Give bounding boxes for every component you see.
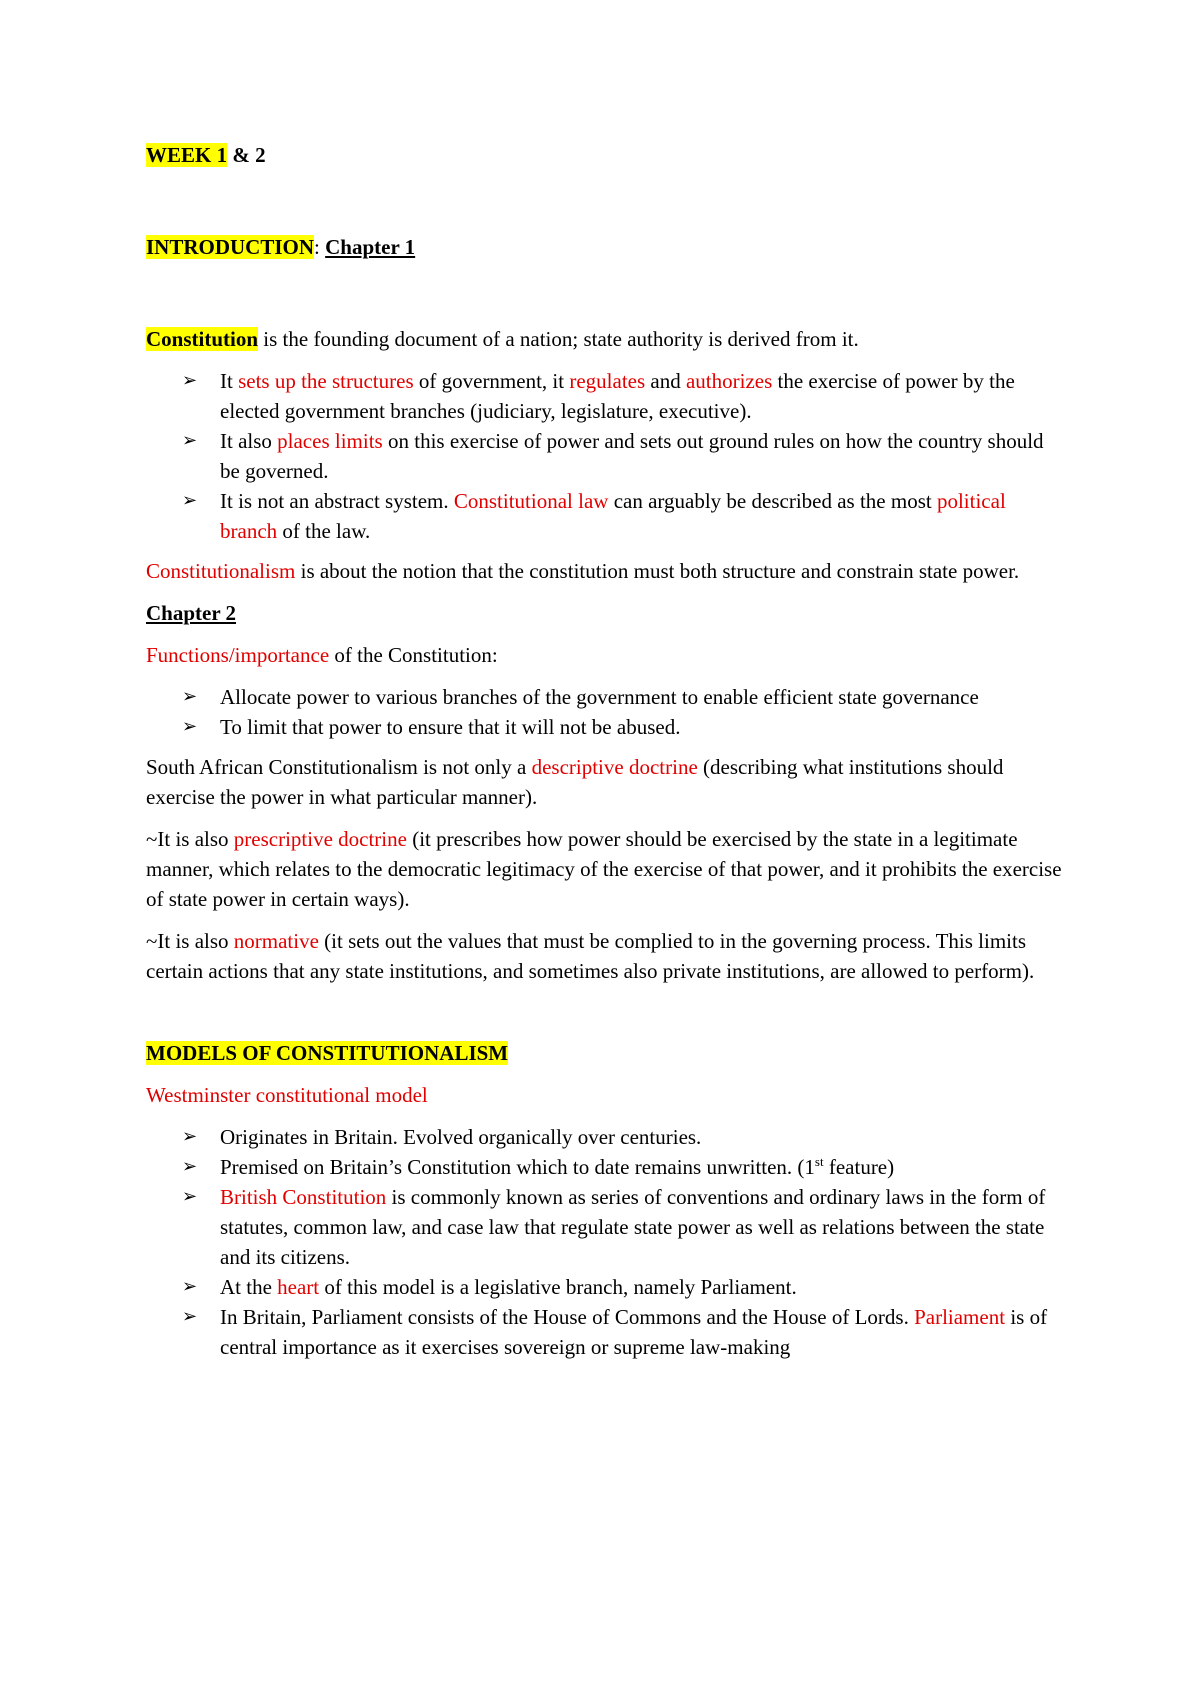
constitution-term: Constitution bbox=[146, 327, 259, 351]
westminster-subheading: Westminster constitutional model bbox=[146, 1083, 428, 1107]
chapter1-title: Chapter 1 bbox=[325, 235, 416, 259]
arrow-bullet-icon: ➢ bbox=[182, 686, 198, 707]
week-heading bbox=[146, 140, 1066, 170]
bullet-text: of the law. bbox=[277, 519, 371, 543]
introduction-highlight: INTRODUCTION bbox=[146, 235, 315, 259]
normative-post: (it sets out the values that must be complied to in the governing process. This limits certain actions that any state institutions, and sometimes also private institutions, are allowed to perform). bbox=[146, 929, 1035, 983]
functions-bullet-item bbox=[146, 682, 1066, 712]
functions-text: of the Constitution: bbox=[329, 643, 498, 667]
westminster-bullets bbox=[146, 1122, 1066, 1362]
week-heading-rest: & 2 bbox=[227, 143, 266, 167]
constitution-paragraph bbox=[146, 324, 1066, 354]
arrow-bullet-icon: ➢ bbox=[182, 716, 198, 737]
westminster-bullet-item bbox=[146, 1122, 1066, 1152]
constitution-bullet-item bbox=[146, 366, 1066, 426]
bullet-text: of government, it bbox=[413, 369, 570, 393]
bullet-text: Originates in Britain. Evolved organically over centuries. bbox=[220, 1125, 702, 1149]
bullet-key-term: British Constitution bbox=[220, 1185, 387, 1209]
bullet-text: At the bbox=[220, 1275, 278, 1299]
constitutionalism-term: Constitutionalism bbox=[146, 559, 296, 583]
bullet-key-term: political branch bbox=[220, 489, 1006, 543]
bullet-text: the exercise of power by the elected government branches (judiciary, legislature, executive). bbox=[220, 369, 1015, 423]
bullet-text: is of central importance as it exercises sovereign or supreme law-making bbox=[220, 1305, 1048, 1359]
functions-bullets bbox=[146, 682, 1066, 742]
prescriptive-term: prescriptive doctrine bbox=[233, 827, 407, 851]
constitution-bullet-item bbox=[146, 486, 1066, 546]
models-heading bbox=[146, 1038, 1066, 1068]
constitution-text: is the founding document of a nation; state authority is derived from it. bbox=[258, 327, 859, 351]
arrow-bullet-icon: ➢ bbox=[182, 370, 198, 391]
arrow-bullet-icon: ➢ bbox=[182, 430, 198, 451]
westminster-bullet-item bbox=[146, 1302, 1066, 1362]
arrow-bullet-icon: ➢ bbox=[182, 1276, 198, 1297]
bullet-text: on this exercise of power and sets out ground rules on how the country should be governed. bbox=[220, 429, 1044, 483]
bullet-text: and bbox=[645, 369, 686, 393]
prescriptive-pre: ~It is also bbox=[146, 827, 234, 851]
westminster-bullet-item bbox=[146, 1152, 1066, 1182]
constitution-bullets bbox=[146, 366, 1066, 546]
bullet-text: Premised on Britain’s Constitution which to date remains unwritten. (1 bbox=[220, 1155, 815, 1179]
descriptive-pre: South African Constitutionalism is not only a bbox=[146, 755, 532, 779]
bullet-key-term: sets up the structures bbox=[238, 369, 414, 393]
bullet-key-term: places limits bbox=[277, 429, 383, 453]
descriptive-term: descriptive doctrine bbox=[531, 755, 698, 779]
constitutionalism-paragraph bbox=[146, 556, 1066, 586]
bullet-text: Allocate power to various branches of the government to enable efficient state governance bbox=[220, 685, 979, 709]
normative-pre: ~It is also bbox=[146, 929, 234, 953]
constitution-bullet-item bbox=[146, 426, 1066, 486]
constitutionalism-text: is about the notion that the constitution must both structure and constrain state power. bbox=[295, 559, 1020, 583]
arrow-bullet-icon: ➢ bbox=[182, 490, 198, 511]
functions-term: Functions/importance bbox=[146, 643, 330, 667]
prescriptive-paragraph bbox=[146, 824, 1066, 914]
westminster-bullet-item bbox=[146, 1182, 1066, 1272]
normative-paragraph bbox=[146, 926, 1066, 986]
prescriptive-post: (it prescribes how power should be exercised by the state in a legitimate manner, which relates to the democratic legitimacy of the exercise of that power, and it prohibits the exercise of state power in certain ways). bbox=[146, 827, 1062, 911]
models-heading-text: MODELS OF CONSTITUTIONALISM bbox=[146, 1041, 509, 1065]
introduction-colon: : bbox=[314, 235, 326, 259]
bullet-text: It also bbox=[220, 429, 278, 453]
bullet-key-term: Constitutional law bbox=[453, 489, 609, 513]
arrow-bullet-icon: ➢ bbox=[182, 1156, 198, 1177]
arrow-bullet-icon: ➢ bbox=[182, 1186, 198, 1207]
week-heading-highlight: WEEK 1 bbox=[146, 143, 228, 167]
descriptive-post: (describing what institutions should exercise the power in what particular manner). bbox=[146, 755, 1004, 809]
bullet-superscript: st bbox=[814, 1154, 824, 1169]
bullet-key-term: regulates bbox=[569, 369, 646, 393]
normative-term: normative bbox=[233, 929, 319, 953]
introduction-heading bbox=[146, 232, 1066, 262]
bullet-text: To limit that power to ensure that it will not be abused. bbox=[220, 715, 681, 739]
bullet-text: can arguably be described as the most bbox=[608, 489, 937, 513]
bullet-text: of this model is a legislative branch, namely Parliament. bbox=[319, 1275, 797, 1299]
bullet-key-term: authorizes bbox=[685, 369, 773, 393]
arrow-bullet-icon: ➢ bbox=[182, 1126, 198, 1147]
document-body bbox=[146, 140, 1066, 1362]
bullet-text: feature) bbox=[823, 1155, 895, 1179]
arrow-bullet-icon: ➢ bbox=[182, 1306, 198, 1327]
bullet-text: is commonly known as series of conventions and ordinary laws in the form of statutes, common law, and case law that regulate state power as well as relations between the state and its citizens. bbox=[220, 1185, 1046, 1269]
bullet-key-term: heart bbox=[277, 1275, 320, 1299]
functions-bullet-item bbox=[146, 712, 1066, 742]
descriptive-paragraph bbox=[146, 752, 1066, 812]
bullet-text: In Britain, Parliament consists of the House of Commons and the House of Lords. bbox=[220, 1305, 915, 1329]
westminster-bullet-item bbox=[146, 1272, 1066, 1302]
functions-paragraph bbox=[146, 640, 1066, 670]
bullet-key-term: Parliament bbox=[914, 1305, 1006, 1329]
bullet-text: It is not an abstract system. bbox=[220, 489, 454, 513]
chapter2-title: Chapter 2 bbox=[146, 601, 237, 625]
bullet-text: It bbox=[220, 369, 239, 393]
